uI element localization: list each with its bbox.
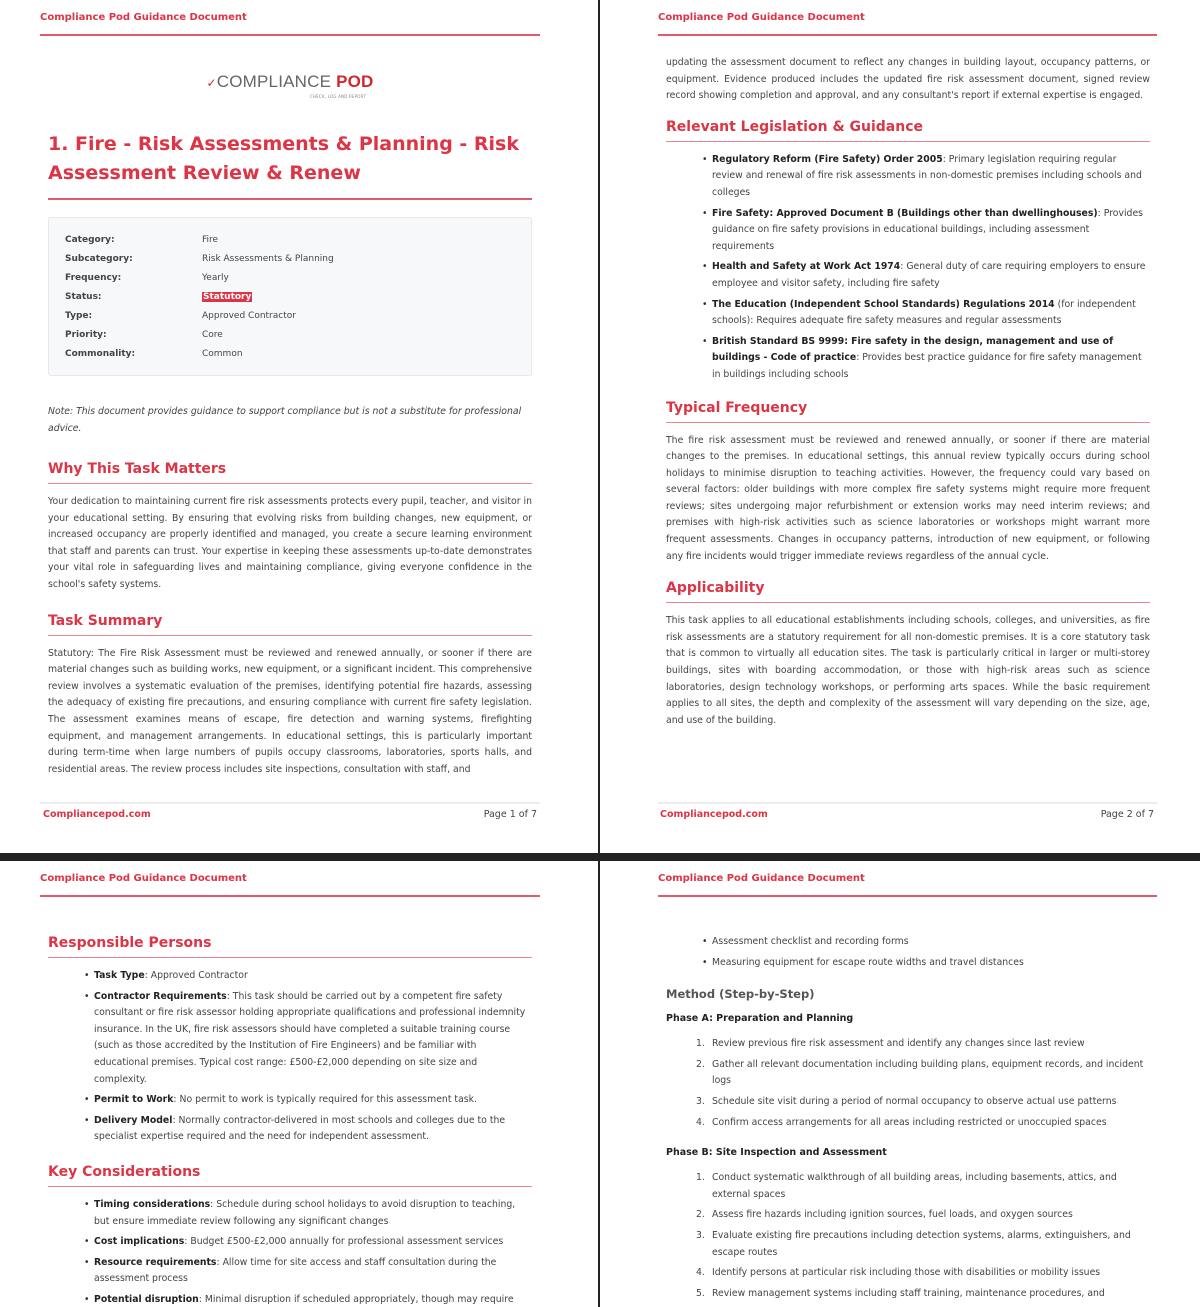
item-text: : Minimal disruption if scheduled appropriately, though may require (198, 1293, 514, 1305)
page-header: Compliance Pod Guidance Document (658, 12, 865, 23)
step-text: Confirm access arrangements for all areas including restricted or unoccupied spaces (712, 1116, 1107, 1128)
section-body: The fire risk assessment must be reviewed and renewed annually, or sooner if there are material changes to the premises. In educational settings, this annual review typically occurs during school holidays to minimise disruption to teaching activities. However, the frequency could vary based on several factors: older buildings with more complex fire safety systems might require more frequent reviews; sites undergoing major refurbishment or extension works may need interim reviews; and premises with high-risk activities such as science laboratories or workshops might warrant more frequent assessments. Changes in occupancy patterns, introduction of new equipment, or following any fire incidents would trigger immediate reviews regardless of the annual cycle. (666, 434, 1150, 562)
item-term: Potential disruption (94, 1293, 199, 1305)
section-heading: Task Summary (48, 613, 532, 636)
applicability-section (666, 580, 1150, 729)
item-term: British Standard BS 9999: Fire safety in the design, management and use of buildings - Code of practice (712, 335, 1114, 364)
item-text: : No permit to work is typically required for this assessment task. (173, 1094, 477, 1106)
section-body: Statutory: The Fire Risk Assessment must be reviewed and renewed annually, or sooner if there are material changes such as building works, new equipment, or a significant incident. This comprehensive review involves a systematic evaluation of the premises, identifying potential fire hazards, assessing the adequacy of existing fire precautions, and ensuring compliance with current fire safety legislation. The assessment examines means of escape, fire detection and warning systems, firefighting equipment, and management arrangements. In educational settings, this is particularly important during term-time when large numbers of pupils occupy classrooms, laboratories, sports halls, and residential areas. The review process includes site inspections, consultation with staff, and (48, 647, 532, 775)
step-text: Conduct systematic walkthrough of all building areas, including basements, attics, and external spaces (712, 1172, 1117, 1200)
item-term: The Education (Independent School Standards) Regulations 2014 (712, 298, 1055, 310)
step-number: 5. (696, 1287, 705, 1299)
item-text: : Schedule during school holidays to avoid disruption to teaching, but ensure immediate review following any significant changes (94, 1198, 516, 1227)
page-header: Compliance Pod Guidance Document (40, 873, 247, 884)
footer-divider (658, 802, 1157, 804)
responsible-section (48, 935, 532, 1146)
method-heading: Method (Step-by-Step) (666, 987, 815, 1002)
list-item (84, 1292, 532, 1307)
list-item (84, 1255, 532, 1288)
meta-value (202, 307, 296, 326)
page-1 (0, 0, 598, 853)
item-term: Timing considerations (94, 1198, 211, 1210)
step-text: Review management systems including staff training, maintenance procedures, and (712, 1287, 1105, 1299)
page-header: Compliance Pod Guidance Document (40, 12, 247, 23)
meta-row (65, 269, 515, 288)
section-heading: Responsible Persons (48, 935, 532, 958)
meta-key: Type: (65, 311, 93, 321)
step-item (696, 1286, 1150, 1303)
step-number: 2. (696, 1058, 705, 1070)
meta-row (65, 231, 515, 250)
meta-row (65, 345, 515, 364)
responsible-list (84, 968, 532, 1146)
meta-value (202, 250, 334, 269)
list-item (702, 152, 1150, 202)
section-heading: Why This Task Matters (48, 461, 532, 484)
step-item (696, 1170, 1150, 1203)
section-body: This task applies to all educational establishments including schools, colleges, and universities, as fire risk assessments are a statutory requirement for all non-domestic premises. It is a core statutory task that is common to virtually all education sites. The task is particularly critical in larger or multi-storey buildings, sites with boarding accommodation, or those with high-risk areas such as science laboratories, design technology workshops, or performing arts spaces. While the basic requirement applies to all sites, the depth and complexity of the assessment will vary depending on the size, age, and use of the building. (666, 615, 1150, 726)
step-item (696, 1265, 1150, 1282)
item-term: Contractor Requirements (94, 990, 227, 1002)
item-term: Delivery Model (94, 1114, 173, 1126)
step-item (696, 1207, 1150, 1224)
item-term: Fire Safety: Approved Document B (Buildings other than dwellinghouses) (712, 207, 1098, 219)
metadata-panel (48, 217, 532, 376)
list-item (702, 206, 1150, 256)
why-section (48, 461, 532, 594)
meta-value-text: Approved Contractor (202, 311, 296, 321)
item-text: : Provides best practice guidance for fire safety management in buildings including schools (712, 352, 1142, 380)
step-number: 3. (696, 1229, 705, 1241)
meta-key: Status: (65, 292, 102, 302)
step-text: Identify persons at particular risk including those with disabilities or mobility issues (712, 1267, 1101, 1279)
item-text: : Budget £500-£2,000 annually for professional assessment services (184, 1236, 504, 1248)
step-number: 2. (696, 1209, 705, 1221)
step-number: 1. (696, 1172, 705, 1184)
item-term: Permit to Work (94, 1094, 174, 1106)
page-title: 1. Fire - Risk Assessments & Planning - Risk Assessment Review & Renew (48, 130, 532, 200)
phase-a-steps (696, 1036, 1150, 1131)
list-item: • Assessment checklist and recording forms (702, 934, 1150, 951)
list-item (84, 989, 532, 1089)
header-divider (40, 34, 540, 36)
frequency-section (666, 400, 1150, 566)
meta-value (202, 288, 252, 307)
meta-value (202, 231, 218, 250)
section-body: updating the assessment document to reflect any changes in building layout, occupancy patterns, or equipment. Evidence produced includes the updated fire risk assessment document, signed review record showing completion and approval, and any consultant's report if external expertise is engaged. (666, 57, 1150, 102)
disclaimer-note: Note: This document provides guidance to support compliance but is not a substitute for professional advice. (48, 406, 522, 434)
list-item (84, 1113, 532, 1146)
list-item (702, 334, 1150, 384)
status-badge: Statutory (203, 292, 252, 302)
compliance-pod-logo: ✓COMPLIANCE POD CHECK, LOG AND REPORT (206, 72, 374, 99)
list-item: • Measuring equipment for escape route widths and travel distances (702, 955, 1150, 972)
step-text: Gather all relevant documentation including building plans, equipment records, and incident logs (712, 1058, 1144, 1087)
item-text: : General duty of care requiring employers to ensure employee and visitor safety, including fire safety (712, 261, 1146, 289)
page-number: Page 2 of 7 (1100, 809, 1154, 820)
meta-key: Subcategory: (65, 254, 133, 264)
step-item (696, 1057, 1150, 1090)
item-text: (for independent schools): Requires adequate fire safety measures and regular assessments (712, 298, 1136, 327)
page-number: Page 1 of 7 (483, 809, 537, 820)
meta-row (65, 250, 515, 269)
item-text: : Primary legislation requiring regular review and renewal of fire risk assessments in non-domestic premises including schools and colleges (712, 153, 1142, 198)
step-number: 1. (696, 1038, 705, 1050)
section-heading: Key Considerations (48, 1164, 532, 1187)
step-item (696, 1228, 1150, 1261)
list-item (84, 1092, 532, 1109)
logo-check-icon: ✓ (206, 76, 217, 90)
meta-value-text: Common (202, 349, 243, 359)
section-heading: Applicability (666, 580, 1150, 603)
phase-b-steps (696, 1170, 1150, 1302)
meta-value (202, 269, 229, 288)
legislation-section (666, 119, 1150, 384)
item-term: Regulatory Reform (Fire Safety) Order 2005 (712, 153, 943, 165)
item-term: Task Type (94, 970, 145, 981)
meta-row (65, 288, 515, 307)
meta-value (202, 326, 223, 345)
phase-b-heading: Phase B: Site Inspection and Assessment (666, 1147, 887, 1159)
page-2 (600, 0, 1200, 853)
step-text: Review previous fire risk assessment and identify any changes since last review (712, 1038, 1085, 1050)
meta-key: Frequency: (65, 273, 122, 283)
header-divider (40, 895, 540, 897)
item-text: : Provides guidance on fire safety provisions in educational buildings, including assessment requirements (712, 207, 1144, 252)
meta-key: Commonality: (65, 349, 136, 359)
meta-key: Priority: (65, 330, 107, 340)
considerations-list (84, 1197, 532, 1307)
step-number: 4. (696, 1116, 705, 1128)
meta-value-text: Fire (202, 235, 219, 245)
meta-key: Category: (65, 235, 115, 245)
item-text: : This task should be carried out by a competent fire safety consultant or fire risk assessor holding appropriate qualifications and professional indemnity insurance. In the UK, fire risk assessors should have completed a suitable training course (such as those accredited by the Institution of Fire Engineers) and be familiar with educational premises. Typical cost range: £500-£2,000 depending on site size and complexity. (94, 990, 526, 1085)
equipment-list (702, 934, 1150, 971)
list-item (702, 297, 1150, 330)
step-text: Evaluate existing fire precautions including detection systems, alarms, extinguishers, and escape routes (712, 1229, 1131, 1258)
page-3 (0, 861, 598, 1307)
section-body: Your dedication to maintaining current fire risk assessments protects every pupil, teacher, and visitor in your educational setting. By ensuring that evolving risks from building changes, new equipment, or increased occupancy are properly identified and managed, you create a secure learning environment that staff and parents can trust. Your expertise in keeping these assessments up-to-date demonstrates your vital role in safeguarding lives and maintaining compliance, giving everyone confidence in the school's safety systems. (48, 496, 532, 590)
meta-value-text: Risk Assessments & Planning (202, 254, 334, 264)
step-number: 3. (696, 1095, 705, 1107)
header-divider (658, 895, 1157, 897)
meta-value (202, 345, 243, 364)
footer-site-link[interactable]: Compliancepod.com (43, 809, 151, 820)
section-heading: Typical Frequency (666, 400, 1150, 423)
step-text: Assess fire hazards including ignition sources, fuel loads, and oxygen sources (712, 1209, 1073, 1221)
step-number: 4. (696, 1267, 705, 1279)
item-term: Cost implications (94, 1236, 185, 1248)
meta-row (65, 307, 515, 326)
meta-value-text: Yearly (202, 273, 229, 283)
item-text: : Approved Contractor (144, 970, 248, 981)
phase-a-heading: Phase A: Preparation and Planning (666, 1013, 854, 1025)
step-text: Schedule site visit during a period of normal occupancy to observe actual use patterns (712, 1095, 1117, 1107)
step-item (696, 1094, 1150, 1111)
item-term: Resource requirements (94, 1256, 217, 1268)
item-text: : Normally contractor-delivered in most schools and colleges due to the specialist expertise required and the need for independent assessment. (94, 1114, 506, 1143)
meta-value-text: Core (202, 330, 223, 340)
item-text: : Allow time for site access and staff consultation during the assessment process (94, 1256, 497, 1285)
list-item (84, 968, 532, 985)
footer-divider (40, 802, 540, 804)
meta-row (65, 326, 515, 345)
legislation-list (702, 152, 1150, 384)
list-item (702, 259, 1150, 292)
header-divider (658, 34, 1157, 36)
summary-section (48, 613, 532, 779)
list-item (84, 1234, 532, 1251)
list-item (84, 1197, 532, 1230)
page-4 (600, 861, 1200, 1307)
page-header: Compliance Pod Guidance Document (658, 873, 865, 884)
step-item (696, 1036, 1150, 1053)
section-heading: Relevant Legislation & Guidance (666, 119, 1150, 142)
footer-site-link[interactable]: Compliancepod.com (660, 809, 768, 820)
considerations-section (48, 1164, 532, 1307)
step-item (696, 1115, 1150, 1132)
item-term: Health and Safety at Work Act 1974 (712, 261, 901, 273)
